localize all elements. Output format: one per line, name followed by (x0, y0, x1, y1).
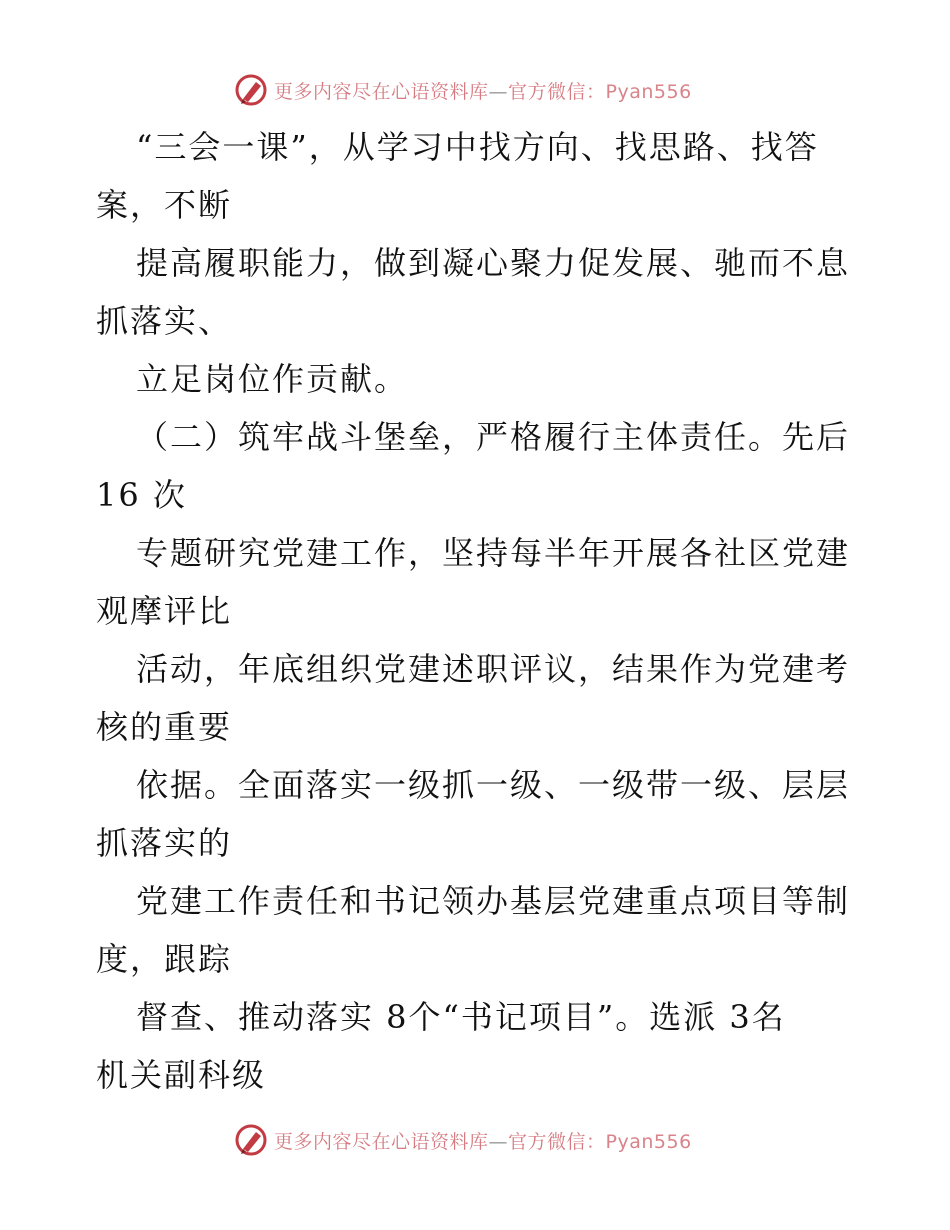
watermark-brand: 更多内容尽在心语资料库 (274, 1130, 489, 1153)
body-text (96, 118, 856, 1104)
paragraph-line: 活动，年底组织党建述职评议，结果作为党建考 (136, 650, 851, 688)
paragraph-line: 观摩评比 (96, 592, 233, 630)
watermark-label: 官方微信： (508, 80, 606, 103)
paragraph-line: 专题研究党建工作，坚持每半年开展各社区党建 (136, 534, 851, 572)
pen-logo-icon (234, 73, 268, 107)
paragraph-line: “三会一课”，从学习中找方向、找思路、找答 (136, 128, 819, 166)
watermark-text (274, 1127, 692, 1154)
watermark-dash: — (488, 1130, 509, 1153)
paragraph-line: 督查、推动落实 8个“书记项目”。选派 3名 (136, 998, 786, 1036)
paragraph-line: （二）筑牢战斗堡垒，严格履行主体责任。先后 (136, 418, 851, 456)
paragraph-line: 抓落实、 (96, 302, 233, 340)
watermark-dash: — (488, 80, 509, 103)
paragraph-line: 度，跟踪 (96, 940, 233, 978)
paragraph-line: 机关副科级 (96, 1056, 267, 1094)
watermark-text (274, 77, 692, 104)
watermark-account: Pyan556 (605, 1130, 692, 1153)
watermark-label: 官方微信： (508, 1130, 606, 1153)
pen-logo-icon (234, 1123, 268, 1157)
footer-watermark (234, 1120, 754, 1160)
paragraph-line: 案，不断 (96, 186, 233, 224)
watermark-account: Pyan556 (605, 80, 692, 103)
paragraph-line: 抓落实的 (96, 824, 233, 862)
paragraph-line: 依据。全面落实一级抓一级、一级带一级、层层 (136, 766, 851, 804)
paragraph-line: 立足岗位作贡献。 (136, 360, 409, 398)
paragraph-line: 核的重要 (96, 708, 233, 746)
paragraph-line: 党建工作责任和书记领办基层党建重点项目等制 (136, 882, 851, 920)
paragraph-line: 提高履职能力，做到凝心聚力促发展、驰而不息 (136, 244, 851, 282)
watermark-brand: 更多内容尽在心语资料库 (274, 80, 489, 103)
header-watermark (234, 70, 754, 110)
paragraph-line: 16 次 (96, 476, 187, 514)
